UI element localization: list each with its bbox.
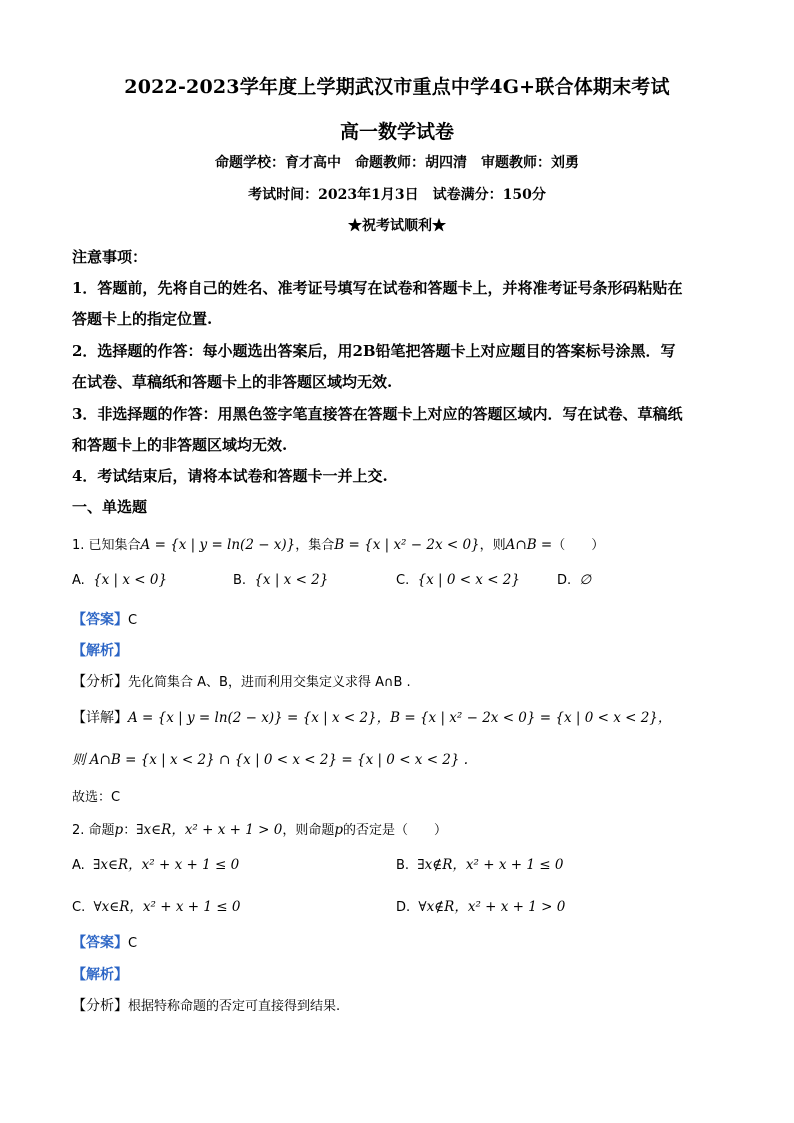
q1-xiangjie	[72, 706, 671, 727]
fenxi-text: 根据特称命题的否定可直接得到结果.	[128, 999, 341, 1014]
q2-answer	[72, 932, 137, 952]
notes-item: 在试卷、草稿纸和答题卡上的非答题区域均无效.	[72, 373, 393, 391]
fenxi-tag: 【分析】	[72, 998, 128, 1014]
authors-line: 命题学校：育才高中 命题教师：胡四清 审题教师：刘勇	[215, 155, 579, 171]
q2-colon: ：	[123, 823, 137, 838]
option-label: C.	[396, 573, 410, 588]
q2-prefix: 2. 命题	[72, 823, 115, 838]
q1-then: ，则	[479, 538, 506, 553]
option-text: {x | 0 < x < 2}	[417, 572, 520, 588]
q2-then: ，则命题	[282, 823, 335, 838]
notes-item: 和答题卡上的非答题区域均无效.	[72, 436, 288, 454]
notes-item: 答题卡上的指定位置.	[72, 310, 213, 328]
option-text: ∀x∈R，x² + x + 1 ≤ 0	[93, 899, 241, 915]
notes-heading: 注意事项：	[72, 248, 148, 266]
q2-option-c	[72, 895, 240, 915]
option-text: ∃x∉R，x² + x + 1 ≤ 0	[417, 857, 564, 873]
option-label: B.	[233, 573, 247, 588]
q1-mid: ，集合	[295, 538, 335, 553]
notes-item: 2．选择题的作答：每小题选出答案后，用2B铅笔把答题卡上对应题目的答案标号涂黑．写	[72, 342, 676, 360]
section-heading: 一、单选题	[72, 498, 148, 516]
analysis-tag: 【解析】	[72, 967, 128, 983]
answer-value: C	[128, 613, 138, 628]
q2-analysis-tag	[72, 964, 128, 984]
q2-fenxi	[72, 995, 340, 1015]
q2-option-d	[396, 895, 565, 915]
notes-item: 1．答题前，先将自己的姓名、准考证号填写在试卷和答题卡上，并将准考证号条形码粘贴在	[72, 279, 683, 297]
option-label: C.	[72, 900, 86, 915]
q2-end: 的否定是（ ）	[343, 823, 448, 838]
answer-value: C	[128, 936, 138, 951]
q1-paren: （ ）	[552, 538, 605, 553]
q1-option-d	[557, 572, 591, 588]
option-text: ∅	[579, 572, 592, 588]
page-title: 2022-2023学年度上学期武汉市重点中学4G+联合体期末考试	[124, 76, 670, 98]
option-label: A.	[72, 573, 85, 588]
fenxi-text: 先化简集合 A、B，进而利用交集定义求得 A∩B .	[128, 675, 411, 690]
q2-p2: p	[334, 822, 343, 838]
xiangjie-text: A = {x | y = ln(2 − x)} = {x | x < 2}，B = {x | x² − 2x < 0} = {x | 0 < x < 2}，	[128, 710, 672, 726]
exam-info-line: 考试时间：2023年1月3日 试卷满分：150分	[248, 187, 546, 203]
q1-expr: A∩B =	[505, 537, 553, 553]
q1-analysis-tag	[72, 640, 128, 660]
option-label: A.	[72, 858, 85, 873]
option-label: D.	[396, 900, 411, 915]
option-label: B.	[396, 858, 410, 873]
q1-fenxi	[72, 671, 411, 691]
option-label: D.	[557, 573, 572, 588]
option-text: ∃x∈R，x² + x + 1 ≤ 0	[93, 857, 240, 873]
page-subtitle: 高一数学试卷	[339, 121, 454, 143]
option-text: ∀x∉R，x² + x + 1 > 0	[418, 899, 566, 915]
then-text: 则 A∩B = {x | x < 2} ∩ {x | 0 < x < 2} = {x | 0 < x < 2} .	[72, 752, 469, 768]
q1-option-c	[396, 572, 520, 588]
q1-set-b: B = {x | x² − 2x < 0}	[334, 537, 480, 553]
q2-option-a	[72, 853, 239, 873]
q1-option-a	[72, 572, 167, 588]
q1-choose: 故选：C	[72, 790, 121, 805]
q1-set-a: A = {x | y = ln(2 − x)}	[140, 537, 296, 553]
question-1-stem	[72, 534, 604, 553]
answer-tag: 【答案】	[72, 935, 128, 951]
answer-tag: 【答案】	[72, 612, 128, 628]
xiangjie-tag: 【详解】	[72, 710, 128, 726]
q1-answer	[72, 609, 137, 629]
q2-p: p	[114, 822, 124, 838]
q1-prefix: 1. 已知集合	[72, 538, 141, 553]
option-text: {x | x < 0}	[93, 572, 168, 588]
q2-option-b	[396, 853, 563, 873]
question-2-stem	[72, 818, 447, 838]
analysis-tag: 【解析】	[72, 643, 128, 659]
fenxi-tag: 【分析】	[72, 674, 128, 690]
q2-expr: ∃x∈R，x² + x + 1 > 0	[136, 822, 283, 838]
notes-item: 3．非选择题的作答：用黑色签字笔直接答在答题卡上对应的答题区域内．写在试卷、草稿纸	[72, 405, 683, 423]
notes-item: 4．考试结束后，请将本试卷和答题卡一并上交.	[72, 467, 388, 485]
q1-then-line	[72, 748, 468, 768]
wish-line: ★祝考试顺利★	[348, 218, 446, 234]
option-text: {x | x < 2}	[254, 572, 329, 588]
q1-option-b	[233, 572, 328, 588]
